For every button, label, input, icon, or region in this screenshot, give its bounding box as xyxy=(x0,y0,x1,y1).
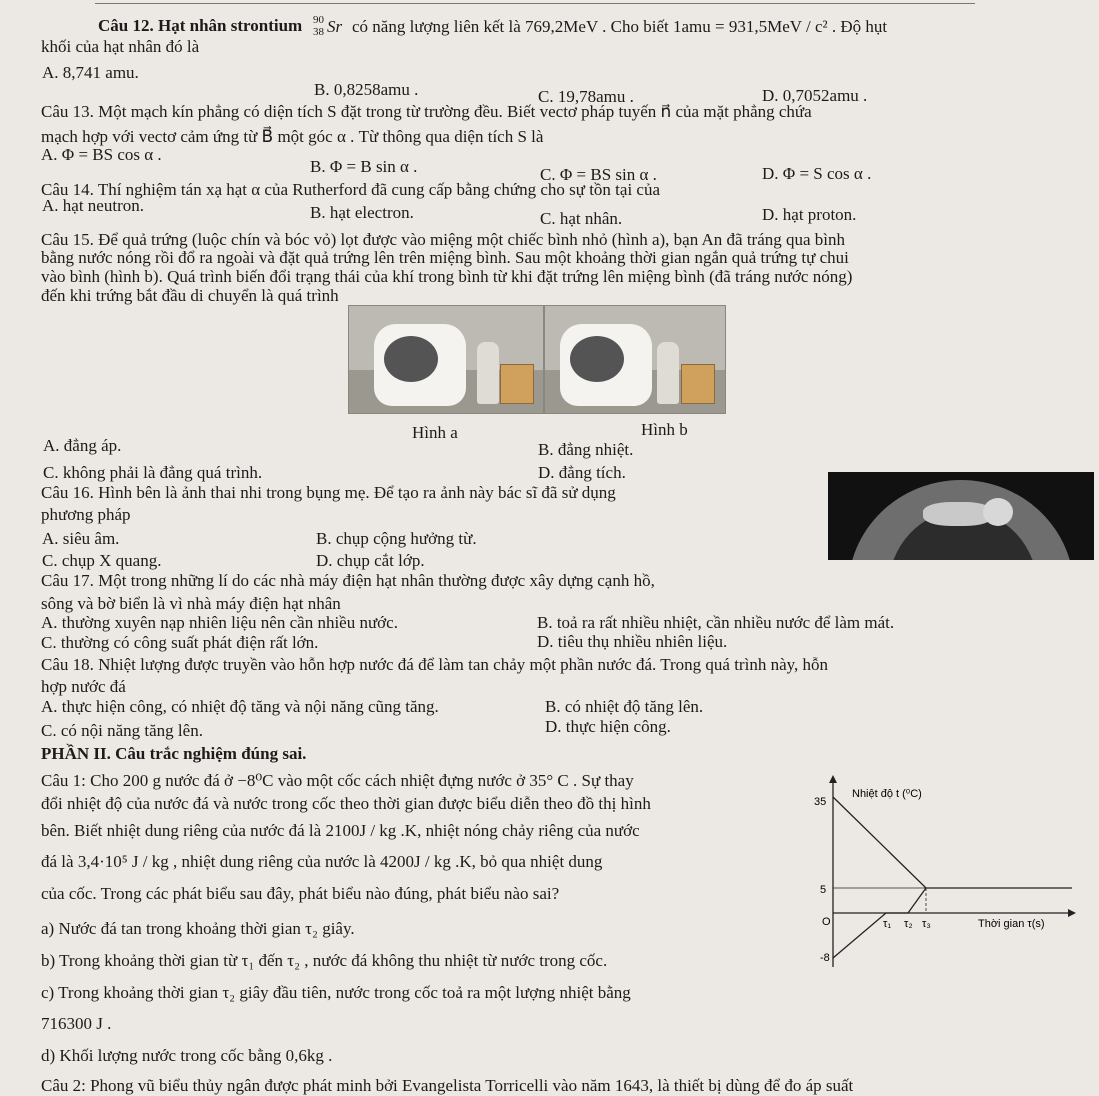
p1-stem-5: của cốc. Trong các phát biểu sau đây, phát biểu nào đúng, phát biểu nào sai? xyxy=(41,884,560,903)
tick-tau1: τ₁ xyxy=(883,918,892,930)
q13-option-b: B. Φ = B sin α . xyxy=(310,157,418,176)
q12-option-c: C. 19,78amu . xyxy=(538,87,634,106)
p1-statement-b: b) Trong khoảng thời gian từ τ₁ đến τ₂ , nước đá không thu nhiệt từ nước trong cốc. xyxy=(41,951,608,970)
p1-statement-c-2: 716300 J . xyxy=(41,1014,112,1033)
q15-option-a: A. đẳng áp. xyxy=(43,436,122,455)
sr-atomic-number: 38 xyxy=(313,26,324,38)
q15-option-d: D. đẳng tích. xyxy=(538,463,626,482)
bottle-b xyxy=(657,342,679,404)
ultrasound-image xyxy=(828,472,1094,560)
temperature-time-graph xyxy=(800,775,1080,970)
q12-stem-2: khối của hạt nhân đó là xyxy=(41,37,200,56)
q13-option-a: A. Φ = BS cos α . xyxy=(41,145,162,164)
part2-heading: PHẦN II. Câu trắc nghiệm đúng sai. xyxy=(41,744,307,763)
sr-symbol: Sr xyxy=(327,17,343,36)
q15-stem-3: vào bình (hình b). Quá trình biến đổi trạng thái của khí trong bình từ khi đặt trứng lên miệng bình (đã tráng nước nóng) xyxy=(41,267,853,286)
q14-option-a: A. hạt neutron. xyxy=(42,196,144,215)
q16-option-b: B. chụp cộng hưởng từ. xyxy=(316,529,477,548)
q14-option-c: C. hạt nhân. xyxy=(540,209,623,228)
q17-option-c: C. thường có công suất phát điện rất lớn. xyxy=(41,633,319,652)
q15-stem-1: Câu 15. Để quả trứng (luộc chín và bóc vỏ) lọt được vào miệng một chiếc bình nhỏ (hình a), bạn An đã tráng qua bình xyxy=(41,230,846,249)
q13-option-d: D. Φ = S cos α . xyxy=(762,164,872,183)
bottle-a xyxy=(477,342,499,404)
q13-stem-2: mạch hợp với vectơ cảm ứng từ B⃗ một góc α . Từ thông qua diện tích S là xyxy=(41,127,544,146)
photo-hinh-a xyxy=(348,305,544,414)
p1-stem-2: đổi nhiệt độ của nước đá và nước trong cốc theo thời gian được biểu diễn theo đồ thị hình xyxy=(41,794,651,813)
q18-option-a: A. thực hiện công, có nhiệt độ tăng và nội năng cũng tăng. xyxy=(41,697,439,716)
q18-stem-1: Câu 18. Nhiệt lượng được truyền vào hỗn hợp nước đá để làm tan chảy một phần nước đá. Trong quá trình này, hỗn xyxy=(41,655,829,674)
q15-option-c: C. không phải là đẳng quá trình. xyxy=(43,463,263,482)
p1-statement-a: a) Nước đá tan trong khoảng thời gian τ₂ giây. xyxy=(41,919,355,938)
q16-option-c: C. chụp X quang. xyxy=(42,551,162,570)
q16-stem-2: phương pháp xyxy=(41,505,131,524)
q12-stem-cont: có năng lượng liên kết là 769,2MeV . Cho biết 1amu = 931,5MeV / c² . Độ hụt xyxy=(352,17,888,36)
q12-option-b: B. 0,8258amu . xyxy=(314,80,419,99)
p1-stem-1: Câu 1: Cho 200 g nước đá ở −8⁰C vào một cốc cách nhiệt đựng nước ở 35° C . Sự thay xyxy=(41,771,634,790)
q17-stem-1: Câu 17. Một trong những lí do các nhà máy điện hạt nhân thường được xây dựng cạnh hồ, xyxy=(41,571,655,590)
graph-y-label: Nhiệt độ t (⁰C) xyxy=(852,788,922,800)
q18-option-c: C. có nội năng tăng lên. xyxy=(41,721,203,740)
p1-statement-d: d) Khối lượng nước trong cốc bằng 0,6kg . xyxy=(41,1046,333,1065)
q16-option-a: A. siêu âm. xyxy=(42,529,120,548)
caption-hinh-a: Hình a xyxy=(412,423,458,442)
tick-tau3: τ₃ xyxy=(922,918,931,930)
p2-stem-cut: Câu 2: Phong vũ biểu thủy ngân được phát minh bởi Evangelista Torricelli vào năm 1643, là thiết bị dùng để đo áp suất xyxy=(41,1076,854,1095)
q18-stem-2: hợp nước đá xyxy=(41,677,126,696)
tick-35: 35 xyxy=(814,796,827,808)
q17-stem-2: sông và bờ biển là vì nhà máy điện hạt nhân xyxy=(41,594,341,613)
photo-hinh-b xyxy=(544,305,726,414)
q15-stem-2: bằng nước nóng rồi đổ ra ngoài và đặt quả trứng lên trên miệng bình. Sau một khoảng thời gian ngắn quả trứng tự chui xyxy=(41,248,849,267)
p1-statement-c: c) Trong khoảng thời gian τ₂ giây đầu tiên, nước trong cốc toả ra một lượng nhiệt bằng xyxy=(41,983,631,1002)
q14-option-d: D. hạt proton. xyxy=(762,205,857,224)
q12-stem: Câu 12. Hạt nhân strontium xyxy=(98,16,303,35)
p1-stem-4: đá là 3,4·10⁵ J / kg , nhiệt dung riêng của nước là 4200J / kg .K, bỏ qua nhiệt dung xyxy=(41,852,603,871)
y-axis-arrow xyxy=(829,775,837,783)
q16-option-d: D. chụp cắt lớp. xyxy=(316,551,425,570)
x-axis-arrow xyxy=(1068,909,1076,917)
page-top-rule xyxy=(95,3,975,4)
p1-stem-3: bên. Biết nhiệt dung riêng của nước đá là 2100J / kg .K, nhiệt nóng chảy riêng của nước xyxy=(41,821,640,840)
tick-tau2: τ₂ xyxy=(904,918,913,930)
q16-stem-1: Câu 16. Hình bên là ảnh thai nhi trong bụng mẹ. Để tạo ra ảnh này bác sĩ đã sử dụng xyxy=(41,483,616,502)
q14-stem: Câu 14. Thí nghiệm tán xạ hạt α của Rutherford đã cung cấp bằng chứng cho sự tồn tại của xyxy=(41,180,661,199)
q14-option-b: B. hạt electron. xyxy=(310,203,414,222)
q15-stem-4: đến khi trứng bắt đầu di chuyển là quá trình xyxy=(41,286,339,305)
graph-x-label: Thời gian τ(s) xyxy=(978,918,1045,930)
tick-neg8: -8 xyxy=(820,952,830,964)
q13-stem: Câu 13. Một mạch kín phẳng có diện tích S đặt trong từ trường đều. Biết vectơ pháp tuyến n⃗ của mặt phẳng chứa xyxy=(41,102,812,121)
q18-option-d: D. thực hiện công. xyxy=(545,717,671,736)
q12-option-a: A. 8,741 amu. xyxy=(42,63,139,82)
q17-option-d: D. tiêu thụ nhiều nhiên liệu. xyxy=(537,632,728,651)
origin-label: O xyxy=(822,916,831,928)
water-curve xyxy=(833,797,1072,888)
q17-option-b: B. toả ra rất nhiều nhiệt, cần nhiều nước để làm mát. xyxy=(537,613,895,632)
q18-option-b: B. có nhiệt độ tăng lên. xyxy=(545,697,704,716)
q13-option-c: C. Φ = BS sin α . xyxy=(540,165,657,184)
q17-option-a: A. thường xuyên nạp nhiên liệu nên cần nhiều nước. xyxy=(41,613,398,632)
sr-mass-number: 90 xyxy=(313,14,324,26)
q12-option-d: D. 0,7052amu . xyxy=(762,86,868,105)
q15-option-b: B. đẳng nhiệt. xyxy=(538,440,634,459)
tick-5: 5 xyxy=(820,884,827,896)
caption-hinh-b: Hình b xyxy=(641,420,688,439)
